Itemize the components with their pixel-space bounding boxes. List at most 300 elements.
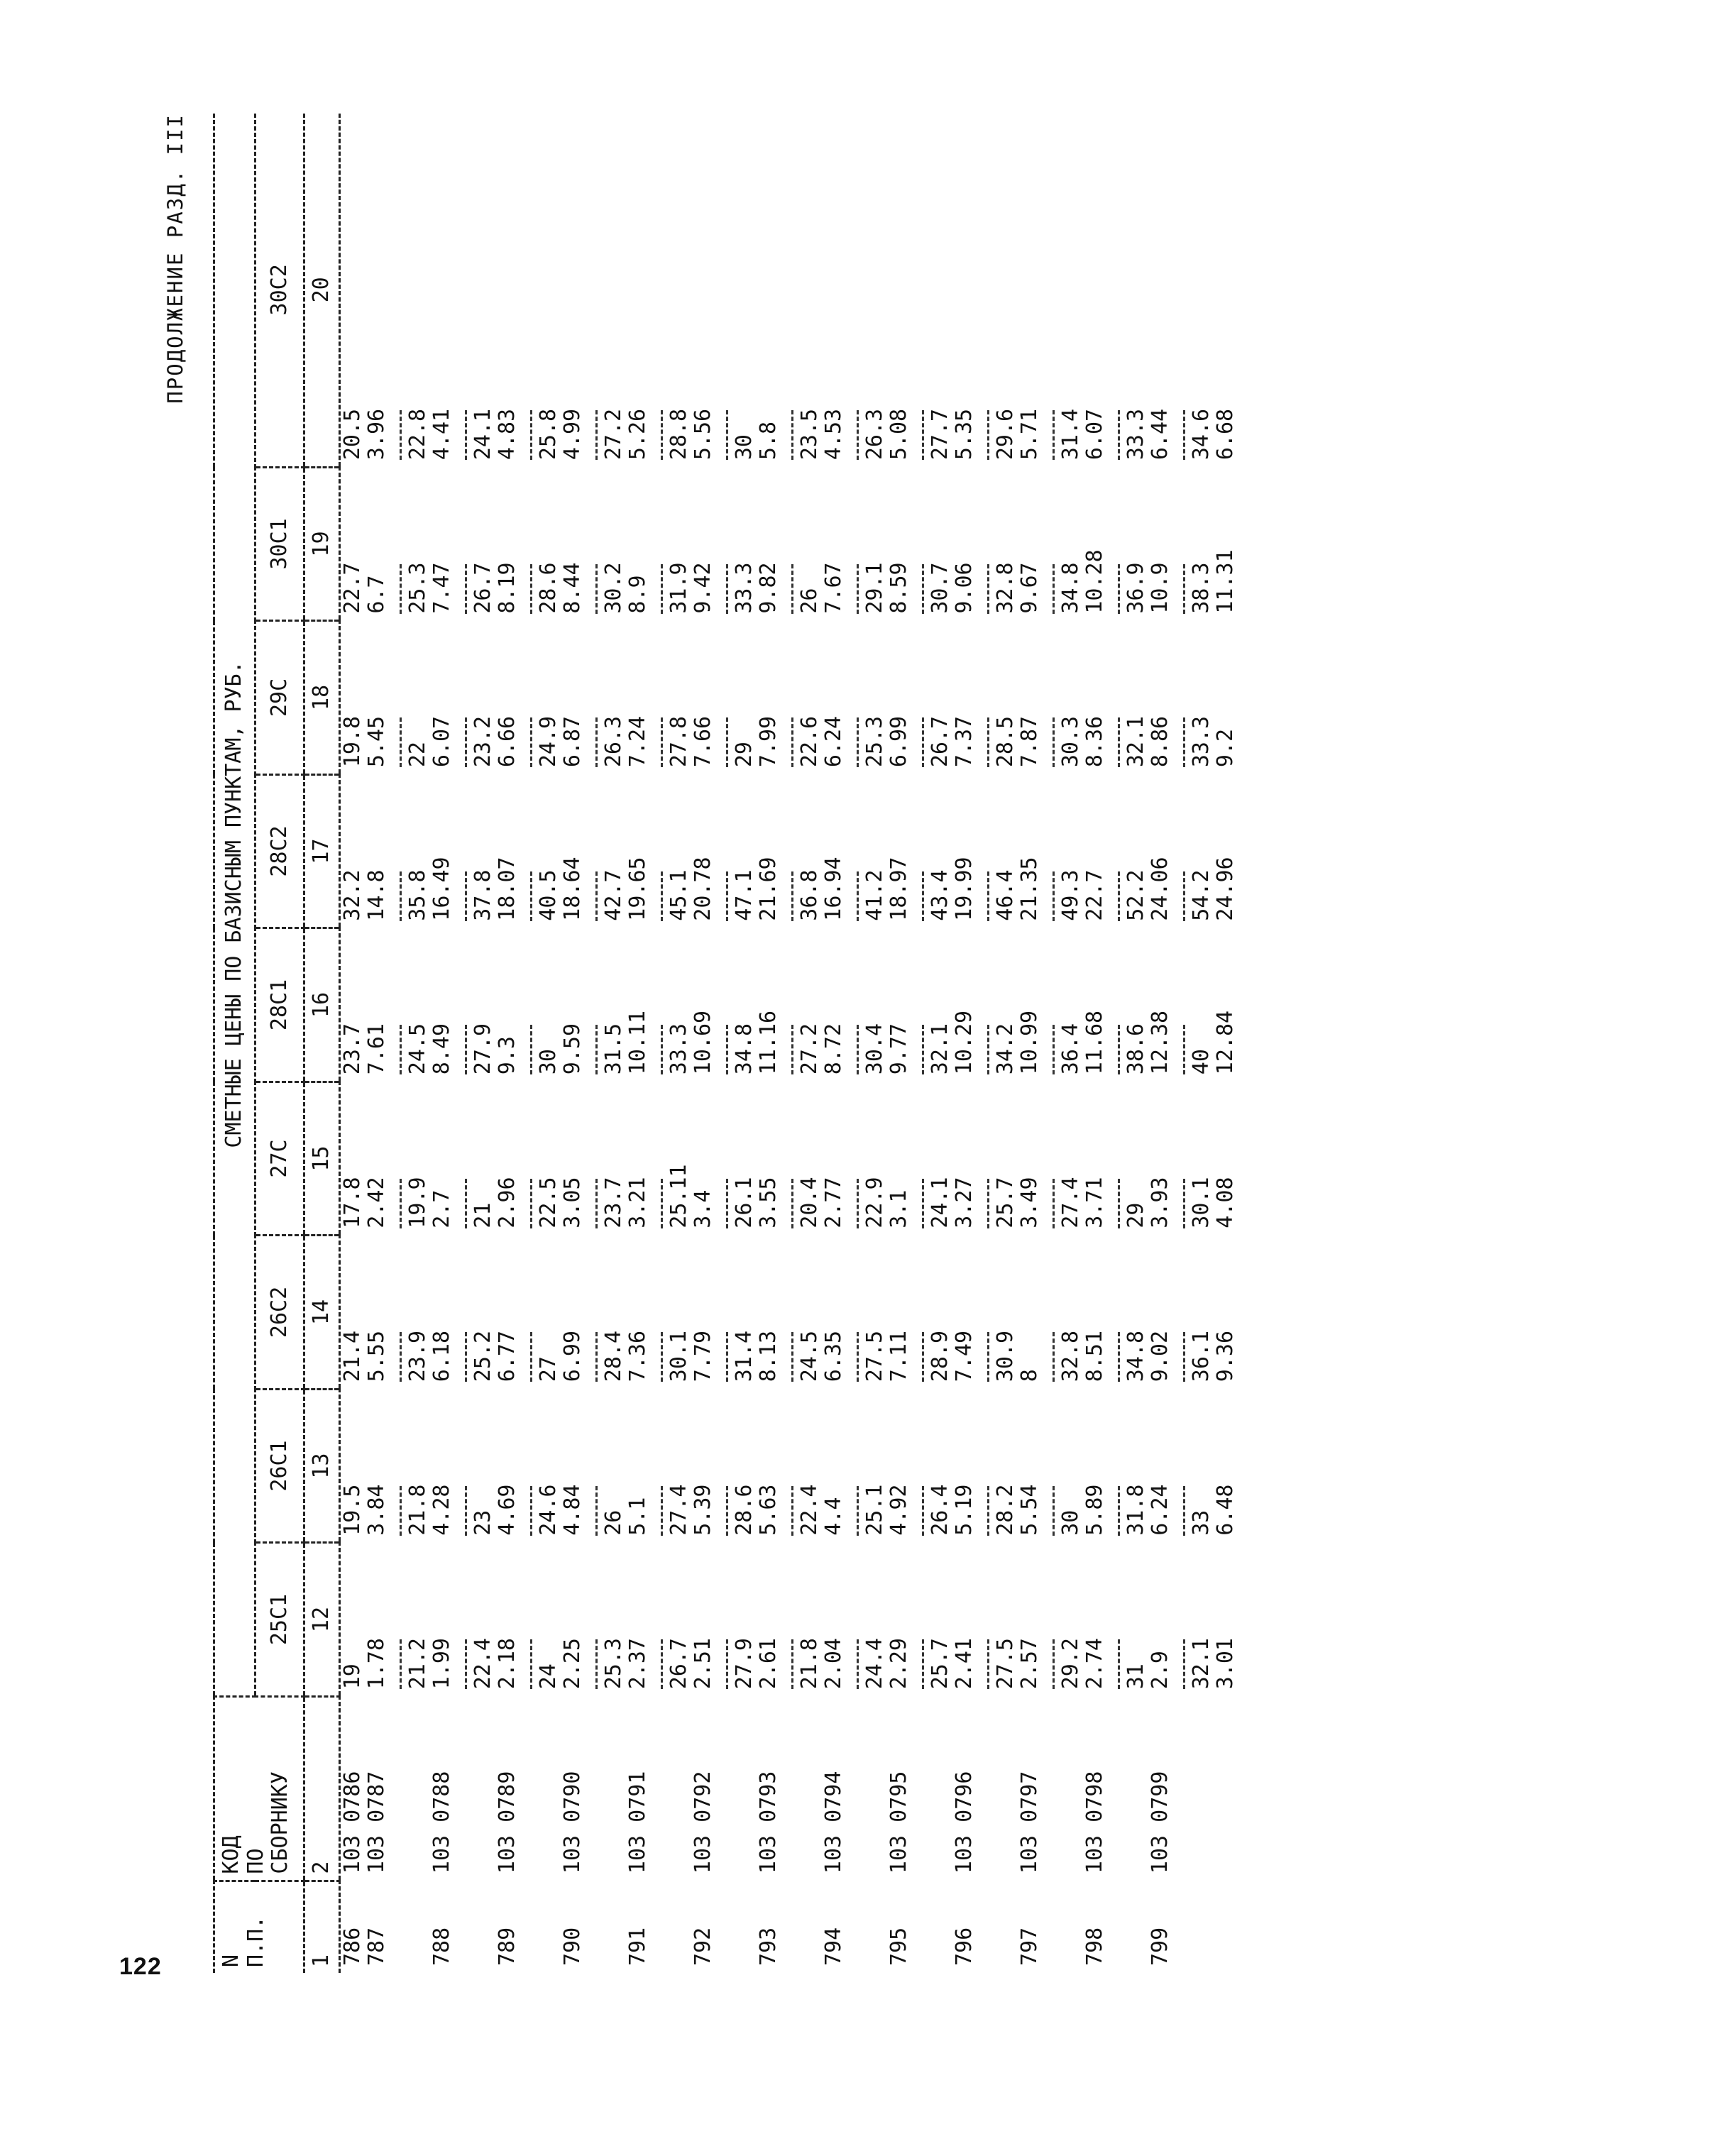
price-value: 2.77 xyxy=(821,1177,846,1228)
table-row xyxy=(1214,114,1238,1973)
price-cell xyxy=(626,928,667,1082)
price-cell xyxy=(952,1082,994,1236)
continuation-heading: ПРОДОЛЖЕНИЕ РАЗД. III xyxy=(163,114,187,404)
dashed-separator xyxy=(1183,1486,1185,1536)
price-value: 6.35 xyxy=(821,1330,846,1382)
row-number: 797 xyxy=(1017,1927,1042,1966)
price-value: 9.36 xyxy=(1213,1330,1238,1382)
dashed-separator xyxy=(1118,1332,1120,1382)
dashed-separator xyxy=(661,410,663,460)
dashed-separator xyxy=(987,410,989,460)
price-cell xyxy=(430,774,471,928)
price-value-secondary: 29.2 xyxy=(1057,1638,1083,1690)
price-value-secondary: 46.4 xyxy=(992,869,1018,921)
price-cell xyxy=(626,1082,667,1236)
dashed-separator xyxy=(1183,1179,1185,1228)
price-cell xyxy=(1214,1389,1238,1543)
price-value: 8.86 xyxy=(1148,715,1172,768)
price-value-secondary: 22.6 xyxy=(796,715,822,768)
dashed-separator xyxy=(922,1332,924,1382)
price-value: 8.59 xyxy=(886,562,911,614)
price-cell xyxy=(430,1236,471,1390)
price-value-secondary: 29.6 xyxy=(992,408,1018,461)
row-code: 103 0786 xyxy=(339,1771,365,1874)
price-value: 3.27 xyxy=(952,1177,977,1228)
price-value: 5.8 xyxy=(756,421,781,461)
table-row-continuation xyxy=(667,114,692,1973)
dashed-separator xyxy=(791,564,793,614)
row-code: 103 0790 xyxy=(560,1771,585,1874)
header-code-29с: 29С xyxy=(255,621,304,775)
table-row xyxy=(430,114,471,1973)
price-value-secondary: 27.9 xyxy=(731,1638,757,1690)
price-value-secondary: 28.5 xyxy=(992,715,1018,768)
price-value: 6.18 xyxy=(429,1330,454,1382)
dashed-separator xyxy=(595,1025,598,1074)
dashed-separator xyxy=(661,1025,663,1074)
price-value-secondary: 31.5 xyxy=(600,1023,626,1075)
dashed-separator xyxy=(661,1179,663,1228)
price-value: 6.07 xyxy=(429,715,454,768)
rotated-page-content xyxy=(163,114,1554,1973)
price-value: 6.99 xyxy=(560,1330,585,1382)
dashed-separator xyxy=(465,871,467,921)
dashed-separator xyxy=(726,1179,728,1228)
price-cell xyxy=(365,1389,406,1543)
table-row xyxy=(887,114,928,1973)
dashed-separator xyxy=(661,564,663,614)
price-value: 24.96 xyxy=(1213,857,1238,921)
price-cell xyxy=(1018,1389,1059,1543)
row-code: 103 0788 xyxy=(429,1771,454,1874)
price-value: 6.24 xyxy=(1148,1484,1172,1536)
price-cell xyxy=(339,621,365,775)
price-value-secondary: 24.4 xyxy=(862,1638,887,1690)
price-value: 4.84 xyxy=(560,1484,585,1536)
price-cell xyxy=(887,467,928,621)
dashed-separator xyxy=(465,1179,467,1228)
price-cell xyxy=(1148,621,1189,775)
price-value-secondary: 31.4 xyxy=(1057,408,1083,461)
dashed-separator xyxy=(400,1179,402,1228)
dashed-separator xyxy=(400,1025,402,1074)
header-code-26с2: 26С2 xyxy=(255,1236,304,1390)
price-value-secondary: 27.7 xyxy=(927,408,952,461)
dashed-separator xyxy=(922,410,924,460)
price-cell xyxy=(430,1389,471,1543)
dashed-separator xyxy=(1183,1025,1185,1074)
price-value: 18.64 xyxy=(560,857,585,921)
price-cell xyxy=(365,774,406,928)
dashed-separator xyxy=(857,1486,859,1536)
price-value-secondary: 40 xyxy=(1188,1049,1214,1075)
price-value: 2.57 xyxy=(1017,1638,1042,1690)
price-value-secondary: 26.7 xyxy=(666,1638,691,1690)
price-cell xyxy=(757,1236,798,1390)
price-cell xyxy=(887,1082,928,1236)
price-value: 9.67 xyxy=(1017,562,1042,614)
dashed-separator xyxy=(1053,1486,1055,1536)
price-cell xyxy=(691,1236,732,1390)
price-value: 8.36 xyxy=(1082,715,1107,768)
price-value: 6.66 xyxy=(495,715,520,768)
dashed-separator xyxy=(530,871,532,921)
price-value: 23.7 xyxy=(339,1023,365,1075)
price-value: 7.99 xyxy=(756,715,781,768)
dashed-separator xyxy=(922,1639,924,1689)
price-cell xyxy=(757,774,798,928)
price-cell xyxy=(1018,1082,1059,1236)
price-value-secondary: 30 xyxy=(1057,1509,1083,1536)
price-value: 4.41 xyxy=(429,408,454,461)
price-value-secondary: 32.1 xyxy=(1188,1638,1214,1690)
price-cell xyxy=(626,467,667,621)
dashed-separator xyxy=(791,1486,793,1536)
dashed-separator xyxy=(791,410,793,460)
dashed-separator xyxy=(1183,871,1185,921)
price-value-secondary: 26.7 xyxy=(470,562,495,614)
table-row xyxy=(691,114,732,1973)
price-value: 2.7 xyxy=(429,1189,454,1228)
row-code: 103 0787 xyxy=(364,1771,389,1874)
price-value-secondary: 26 xyxy=(600,1509,626,1536)
row-number: 791 xyxy=(625,1927,650,1966)
price-cell xyxy=(495,1389,537,1543)
price-value: 9.59 xyxy=(560,1023,585,1075)
price-value-secondary: 31.4 xyxy=(731,1330,757,1382)
price-cell xyxy=(887,114,928,467)
price-cell xyxy=(561,928,602,1082)
dashed-separator xyxy=(465,564,467,614)
price-cell xyxy=(1148,928,1189,1082)
price-cell xyxy=(561,1236,602,1390)
header-code-30с1: 30С1 xyxy=(255,467,304,621)
price-value: 6.07 xyxy=(1082,408,1107,461)
price-value-secondary: 49.3 xyxy=(1057,869,1083,921)
dashed-separator xyxy=(987,717,989,767)
price-cell xyxy=(365,1543,406,1697)
price-value: 32.2 xyxy=(339,869,365,921)
price-cell xyxy=(1083,1082,1124,1236)
row-number: 792 xyxy=(691,1927,715,1966)
price-cell xyxy=(626,1543,667,1697)
price-value-secondary: 33.3 xyxy=(1188,715,1214,768)
price-cell xyxy=(952,1543,994,1697)
dashed-separator xyxy=(530,410,532,460)
price-value-secondary: 33 xyxy=(1188,1509,1214,1536)
price-value: 19.99 xyxy=(952,857,977,921)
price-value: 7.37 xyxy=(952,715,977,768)
price-cell xyxy=(1148,1389,1189,1543)
header-code-25с1: 25С1 xyxy=(266,1593,292,1646)
price-value: 12.84 xyxy=(1213,1010,1238,1075)
row-number: 789 xyxy=(495,1927,520,1966)
price-cell xyxy=(339,114,365,467)
price-value-secondary: 33.3 xyxy=(1123,408,1148,461)
price-value-secondary: 30 xyxy=(535,1049,561,1075)
price-value-secondary: 27.2 xyxy=(796,1023,822,1075)
price-cell xyxy=(822,1082,863,1236)
row-number: 795 xyxy=(886,1927,911,1966)
table-row xyxy=(339,114,365,1973)
price-value-secondary: 52.2 xyxy=(1123,869,1148,921)
price-cell xyxy=(691,928,732,1082)
row-code: 103 0796 xyxy=(952,1771,977,1874)
price-value-secondary: 26.4 xyxy=(927,1484,952,1536)
price-cell xyxy=(757,1543,798,1697)
price-value: 8.19 xyxy=(495,562,520,614)
price-cell xyxy=(691,1082,732,1236)
price-value: 10.28 xyxy=(1082,549,1107,614)
price-value: 10.69 xyxy=(691,1010,715,1075)
column-number-12: 12 xyxy=(304,1543,340,1697)
dashed-separator xyxy=(857,1025,859,1074)
price-value-secondary: 26.1 xyxy=(731,1177,757,1228)
price-cell xyxy=(1148,1543,1189,1697)
price-cell xyxy=(339,1543,365,1697)
price-value: 16.49 xyxy=(429,857,454,921)
dashed-separator xyxy=(987,1332,989,1382)
price-cell xyxy=(430,467,471,621)
price-cell xyxy=(495,467,537,621)
price-value-secondary: 31.8 xyxy=(1123,1484,1148,1536)
header-code-27с: 27С xyxy=(255,1082,304,1236)
price-cell xyxy=(1148,1236,1189,1390)
table-row-continuation xyxy=(471,114,496,1973)
dashed-separator xyxy=(595,564,598,614)
price-value-secondary: 19.9 xyxy=(405,1177,430,1228)
header-code-28с2: 28С2 xyxy=(255,774,304,928)
price-cell xyxy=(1018,467,1059,621)
dashed-separator xyxy=(595,1332,598,1382)
price-value: 5.71 xyxy=(1017,408,1042,461)
price-cell xyxy=(339,1236,365,1390)
price-cell xyxy=(822,1389,863,1543)
price-value-secondary: 26.3 xyxy=(862,408,887,461)
row-number: 790 xyxy=(560,1927,585,1966)
price-value: 9.77 xyxy=(886,1023,911,1075)
price-cell xyxy=(952,467,994,621)
dashed-separator xyxy=(987,1025,989,1074)
dashed-separator xyxy=(400,871,402,921)
price-value: 2.41 xyxy=(952,1638,977,1690)
dashed-separator xyxy=(1183,1332,1185,1382)
table-row xyxy=(952,114,994,1973)
price-value: 6.44 xyxy=(1148,408,1172,461)
dashed-separator xyxy=(922,717,924,767)
dashed-separator xyxy=(791,1025,793,1074)
price-value-secondary: 30.3 xyxy=(1057,715,1083,768)
price-value: 3.96 xyxy=(364,408,389,461)
price-value: 6.48 xyxy=(1213,1484,1238,1536)
price-cell xyxy=(1214,1082,1238,1236)
price-value: 7.49 xyxy=(952,1330,977,1382)
price-value-secondary: 36.1 xyxy=(1188,1330,1214,1382)
price-value: 21.35 xyxy=(1017,857,1042,921)
price-cell xyxy=(952,1236,994,1390)
table-row xyxy=(757,114,798,1973)
price-cell xyxy=(1018,1543,1059,1697)
price-value: 1.78 xyxy=(364,1638,389,1690)
price-value: 22.7 xyxy=(1082,869,1107,921)
price-cell xyxy=(691,1389,732,1543)
price-value-secondary: 24.6 xyxy=(535,1484,561,1536)
table-row-continuation xyxy=(1124,114,1149,1973)
price-value-secondary: 24.5 xyxy=(405,1023,430,1075)
row-code xyxy=(1214,1696,1238,1881)
price-cell xyxy=(887,1236,928,1390)
price-cell xyxy=(365,114,406,467)
price-value-secondary: 37.8 xyxy=(470,869,495,921)
price-cell xyxy=(561,774,602,928)
price-cell xyxy=(952,621,994,775)
price-value-secondary: 34.6 xyxy=(1188,408,1214,461)
table-row xyxy=(1018,114,1059,1973)
price-value-secondary: 28.4 xyxy=(600,1330,626,1382)
header-code-30с2: 30С2 xyxy=(255,114,304,467)
price-value: 3.1 xyxy=(886,1189,911,1228)
price-cell xyxy=(691,114,732,467)
price-value: 24.06 xyxy=(1148,857,1172,921)
price-cell xyxy=(1083,1389,1124,1543)
price-value: 2.9 xyxy=(1148,1651,1172,1690)
price-cell xyxy=(887,774,928,928)
price-value: 3.4 xyxy=(691,1189,715,1228)
price-value: 4.83 xyxy=(495,408,520,461)
dashed-separator xyxy=(465,1332,467,1382)
price-cell xyxy=(691,774,732,928)
price-table xyxy=(213,114,1238,1973)
dashed-separator xyxy=(1118,717,1120,767)
price-value-secondary: 38.6 xyxy=(1123,1023,1148,1075)
price-value-secondary: 29 xyxy=(1123,1202,1148,1228)
price-value: 2.37 xyxy=(625,1638,650,1690)
dashed-separator xyxy=(530,1639,532,1689)
price-value-secondary: 25.11 xyxy=(666,1164,691,1228)
price-cell xyxy=(1214,1543,1238,1697)
dashed-separator xyxy=(857,410,859,460)
row-number: 796 xyxy=(952,1927,977,1966)
column-number-2: 2 xyxy=(304,1696,340,1881)
price-value: 10.29 xyxy=(952,1010,977,1075)
price-value-secondary: 25.8 xyxy=(535,408,561,461)
dashed-separator xyxy=(1118,1639,1120,1689)
dashed-separator xyxy=(1053,564,1055,614)
price-value: 9.06 xyxy=(952,562,977,614)
price-cell xyxy=(757,928,798,1082)
price-cell xyxy=(1148,774,1189,928)
price-cell xyxy=(1083,114,1124,467)
price-value-secondary: 25.3 xyxy=(600,1638,626,1690)
price-value-secondary: 31 xyxy=(1123,1663,1148,1690)
price-value-secondary: 35.8 xyxy=(405,869,430,921)
price-value-secondary: 28.6 xyxy=(731,1484,757,1536)
dashed-separator xyxy=(987,871,989,921)
price-cell xyxy=(339,467,365,621)
price-value-secondary: 40.5 xyxy=(535,869,561,921)
dashed-separator xyxy=(726,1332,728,1382)
row-code: 103 0799 xyxy=(1148,1771,1172,1874)
table-row xyxy=(1083,114,1124,1973)
price-cell xyxy=(822,114,863,467)
price-value: 2.29 xyxy=(886,1638,911,1690)
dashed-separator xyxy=(726,1486,728,1536)
table-row-continuation xyxy=(1059,114,1084,1973)
price-value: 21.69 xyxy=(756,857,781,921)
column-number-14: 14 xyxy=(304,1236,340,1390)
price-value: 10.99 xyxy=(1017,1010,1042,1075)
price-value: 5.89 xyxy=(1082,1484,1107,1536)
row-number: 794 xyxy=(821,1927,846,1966)
price-value-secondary: 30.9 xyxy=(992,1330,1018,1382)
price-value: 2.25 xyxy=(560,1638,585,1690)
price-cell xyxy=(495,928,537,1082)
row-number: 798 xyxy=(1082,1927,1107,1966)
price-value: 11.68 xyxy=(1082,1010,1107,1075)
price-value: 16.94 xyxy=(821,857,846,921)
price-cell xyxy=(1018,114,1059,467)
row-code: 103 0797 xyxy=(1017,1771,1042,1874)
price-value-secondary: 27.5 xyxy=(862,1330,887,1382)
dashed-separator xyxy=(530,564,532,614)
price-value: 5.1 xyxy=(625,1497,650,1536)
price-cell xyxy=(365,621,406,775)
price-value-secondary: 33.3 xyxy=(731,562,757,614)
price-cell xyxy=(365,1082,406,1236)
price-cell xyxy=(1083,467,1124,621)
column-number-1: 1 xyxy=(304,1881,340,1973)
dashed-separator xyxy=(726,564,728,614)
dashed-separator xyxy=(1118,1179,1120,1228)
dashed-separator xyxy=(1118,410,1120,460)
price-cell xyxy=(822,774,863,928)
dashed-separator xyxy=(1053,410,1055,460)
dashed-separator xyxy=(987,564,989,614)
price-value: 3.05 xyxy=(560,1177,585,1228)
table-row-continuation xyxy=(928,114,953,1973)
price-value: 4.92 xyxy=(886,1484,911,1536)
row-number xyxy=(1214,1881,1238,1973)
table-row xyxy=(626,114,667,1973)
dashed-separator xyxy=(400,410,402,460)
price-value: 19.65 xyxy=(625,857,650,921)
price-cell xyxy=(495,114,537,467)
price-value-secondary: 27.4 xyxy=(666,1484,691,1536)
row-code: 103 0789 xyxy=(495,1771,520,1874)
price-cell xyxy=(430,1543,471,1697)
price-value-secondary: 23.2 xyxy=(470,715,495,768)
price-cell xyxy=(339,928,365,1082)
price-value: 2.74 xyxy=(1082,1638,1107,1690)
table-row xyxy=(1148,114,1189,1973)
price-cell xyxy=(1148,1082,1189,1236)
column-number-13: 13 xyxy=(304,1389,340,1543)
price-cell xyxy=(495,1236,537,1390)
price-cell xyxy=(365,928,406,1082)
price-cell xyxy=(365,467,406,621)
price-value: 8.49 xyxy=(429,1023,454,1075)
price-cell xyxy=(1083,1236,1124,1390)
table-row-continuation xyxy=(1189,114,1214,1973)
header-group-title: СМЕТНЫЕ ЦЕНЫ ПО БАЗИСНЫМ ПУНКТАМ, РУБ. xyxy=(214,114,255,1696)
row-code: 103 0793 xyxy=(756,1771,781,1874)
dashed-separator xyxy=(465,1639,467,1689)
price-cell xyxy=(952,928,994,1082)
dashed-separator xyxy=(726,410,728,460)
dashed-separator xyxy=(1053,1179,1055,1228)
header-column-numbers xyxy=(304,114,340,1973)
price-value-secondary: 28.8 xyxy=(666,408,691,461)
